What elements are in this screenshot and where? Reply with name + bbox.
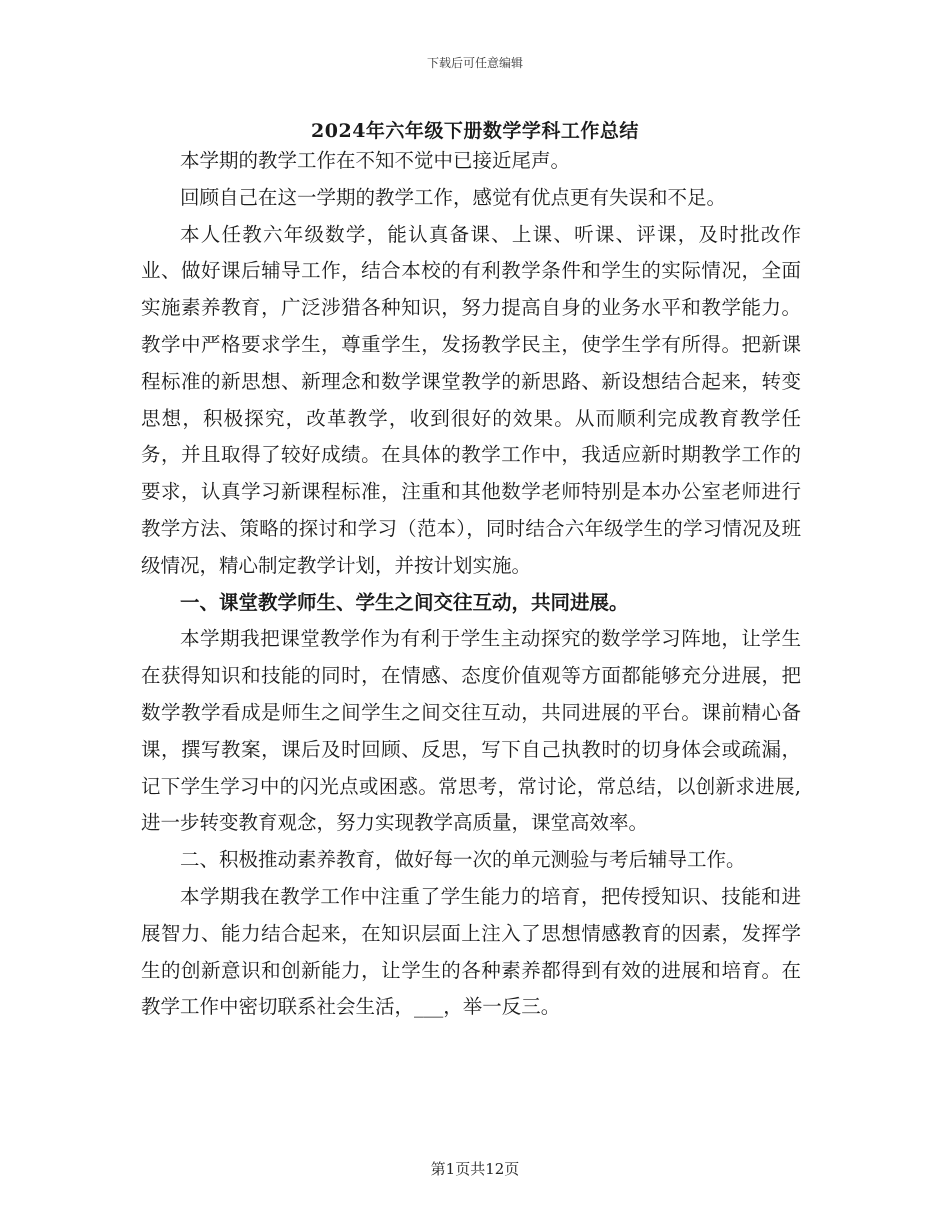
section-heading: 二、积极推动素养教育，做好每一次的单元测验与考后辅导工作。 [180, 848, 746, 872]
paragraph: 回顾自己在这一学期的教学工作，感觉有优点更有失误和不足。 [180, 185, 727, 209]
page-number: 第1页共12页 [430, 1160, 520, 1178]
paragraph: 本人任教六年级数学，能认真备课、上课、听课、评课，及时批改作业、做好课后辅导工作，结合本校的有利教学条件和学生的实际情况，全面实施素养教育，广泛涉猎各种知识，努力提高自身的业务水平和教学能力。教学中严格要求学生，尊重学生，发扬教学民主，使学生学有所得。把新课程标准的新思想、新理念和数学课堂教学的新思路、新设想结合起来，转变思想，积极探究，改革教学，收到很好的效果。从而顺利完成教育教学任务，并且取得了较好成绩。在具体的教学工作中，我适应新时期教学工作的要求，认真学习新课程标准，注重和其他数学老师特别是本办公室老师进行教学方法、策略的探讨和学习（范本），同时结合六年级学生的学习情况及班级情况，精心制定教学计划，并按计划实施。 [141, 222, 801, 577]
document-title: 2024年六年级下册数学学科工作总结 [311, 120, 639, 142]
paragraph: 本学期我把课堂教学作为有利于学生主动探究的数学学习阵地，让学生在获得知识和技能的同时，在情感、态度价值观等方面都能够充分进展，把数学教学看成是师生之间学生之间交往互动，共同进展的平台。课前精心备课，撰写教案，课后及时回顾、反思，写下自己执教时的切身体会或疏漏，记下学生学习中的闪光点或困惑。常思考，常讨论，常总结，以创新求进展,进一步转变教育观念，努力实现教学高质量，课堂高效率。 [141, 627, 801, 835]
document-body [141, 143, 801, 1026]
paragraph: 本学期的教学工作在不知不觉中已接近尾声。 [180, 149, 571, 172]
section-heading: 一、课堂教学师生、学生之间交往互动，共同进展。 [180, 590, 629, 614]
paragraph: 本学期我在教学工作中注重了学生能力的培育，把传授知识、技能和进展智力、能力结合起来，在知识层面上注入了思想情感教育的因素，发挥学生的创新意识和创新能力，让学生的各种素养都得到有效的进展和培育。在教学工作中密切联系社会生活，___，举一反三。 [141, 884, 801, 1019]
header-note: 下载后可任意编辑 [426, 56, 523, 70]
